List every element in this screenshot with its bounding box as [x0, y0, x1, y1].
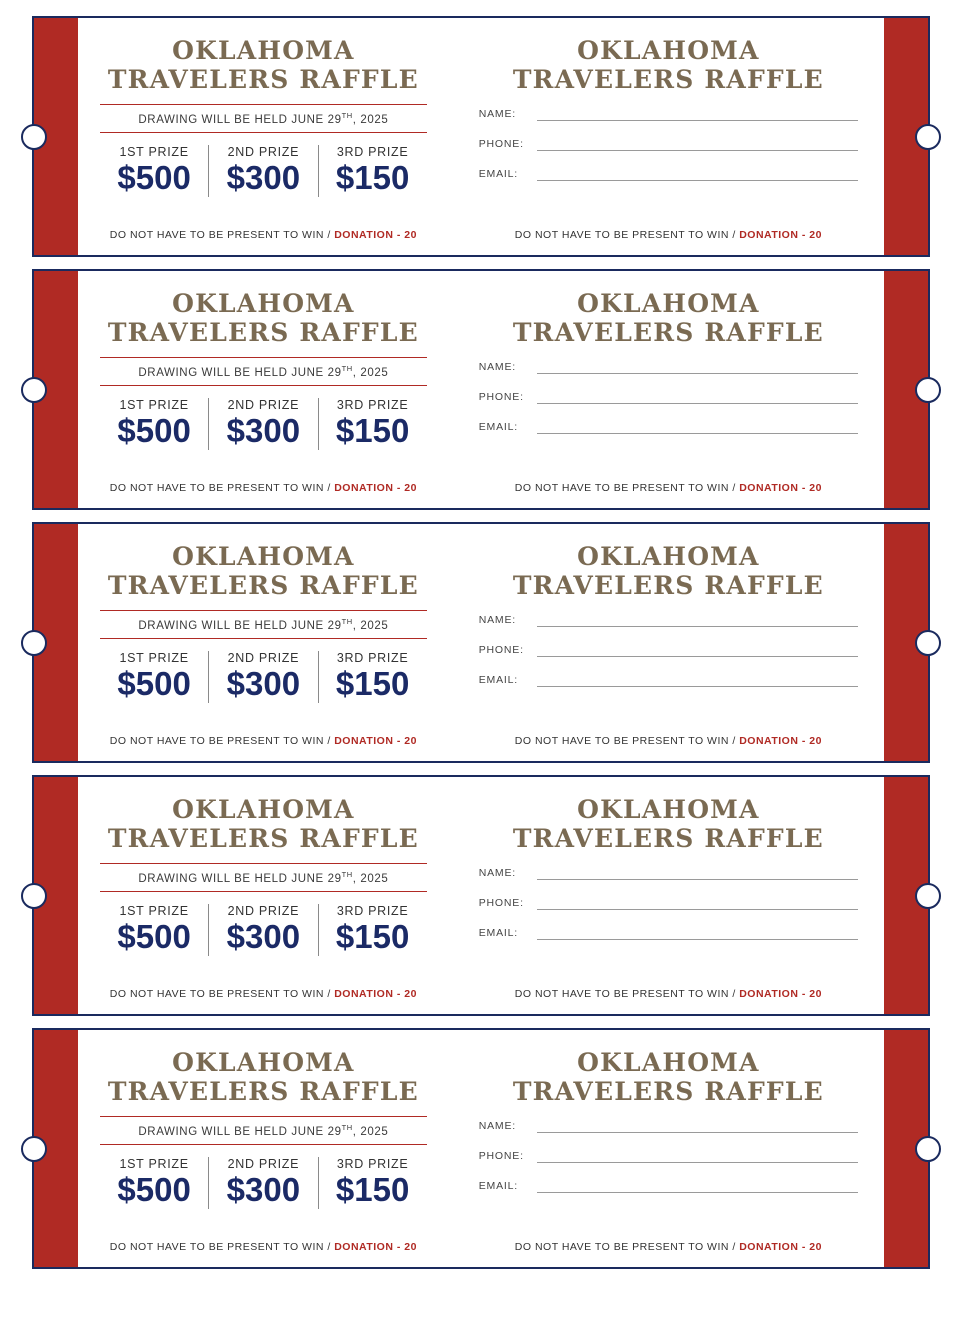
drawing-date-prefix: DRAWING WILL BE HELD JUNE 29	[138, 366, 342, 379]
field-email-input[interactable]	[537, 168, 858, 181]
stub-title	[100, 795, 427, 853]
prize-third-label: 3RD PRIZE	[336, 144, 409, 159]
prize-third	[318, 398, 427, 450]
prize-second	[208, 1157, 317, 1209]
field-phone-input[interactable]	[537, 644, 858, 657]
drawing-date-year: , 2025	[352, 113, 389, 126]
prize-list	[100, 651, 427, 703]
drawing-date	[100, 105, 427, 132]
field-email-label: EMAIL:	[478, 1180, 518, 1192]
ticket-stub	[78, 524, 449, 761]
field-name-label: NAME:	[478, 108, 517, 120]
stub-title-line1: OKLAHOMA	[172, 36, 355, 65]
prize-first-label: 1ST PRIZE	[119, 397, 189, 412]
main-title	[479, 289, 858, 347]
drawing-date	[100, 1117, 427, 1144]
stub-donation-amount: DONATION - 20	[334, 735, 417, 747]
field-phone-input[interactable]	[537, 138, 858, 151]
field-email[interactable]	[479, 421, 858, 434]
raffle-ticket	[32, 1028, 930, 1269]
prize-first	[100, 904, 208, 956]
prize-first-amount: $500	[117, 158, 191, 196]
prize-first	[100, 1157, 208, 1209]
ticket-main	[449, 524, 884, 761]
ticket-stub	[78, 271, 449, 508]
main-title	[479, 36, 858, 94]
main-title-line1: OKLAHOMA	[577, 795, 760, 824]
drawing-date-ordinal: TH	[341, 870, 353, 879]
main-title	[479, 1048, 858, 1106]
drawing-date-prefix: DRAWING WILL BE HELD JUNE 29	[138, 872, 342, 885]
field-name-input[interactable]	[537, 361, 858, 374]
prize-first-amount: $500	[117, 917, 191, 955]
drawing-date-year: , 2025	[352, 1125, 389, 1138]
ticket-main	[449, 1030, 884, 1267]
drawing-date-ordinal: TH	[341, 617, 353, 626]
perforation-notch-right	[915, 630, 941, 656]
stub-footnote-text: DO NOT HAVE TO BE PRESENT TO WIN /	[109, 482, 335, 494]
main-title-line2: TRAVELERS RAFFLE	[512, 571, 824, 600]
prize-third-label: 3RD PRIZE	[336, 397, 409, 412]
stub-footnote	[100, 1231, 427, 1253]
entrant-form	[479, 1120, 858, 1193]
ticket-main	[449, 271, 884, 508]
drawing-date-prefix: DRAWING WILL BE HELD JUNE 29	[138, 619, 342, 632]
field-name[interactable]	[479, 361, 858, 374]
entrant-form	[479, 614, 858, 687]
prize-second-amount: $300	[226, 411, 301, 449]
drawing-date	[100, 864, 427, 891]
field-phone-input[interactable]	[537, 1150, 858, 1163]
ticket-body	[78, 524, 884, 761]
stub-footnote	[100, 725, 427, 747]
stub-footnote-text: DO NOT HAVE TO BE PRESENT TO WIN /	[109, 735, 335, 747]
field-phone[interactable]	[479, 138, 858, 151]
field-phone[interactable]	[479, 644, 858, 657]
prize-first	[100, 398, 208, 450]
stub-title-line1: OKLAHOMA	[172, 542, 355, 571]
field-email-label: EMAIL:	[478, 168, 518, 180]
prize-second	[208, 904, 317, 956]
field-email-label: EMAIL:	[478, 674, 518, 686]
stub-title-line2: TRAVELERS RAFFLE	[107, 824, 419, 853]
prize-list	[100, 398, 427, 450]
field-phone[interactable]	[479, 391, 858, 404]
stub-footnote-text: DO NOT HAVE TO BE PRESENT TO WIN /	[109, 988, 335, 1000]
field-phone-label: PHONE:	[478, 897, 524, 909]
main-title-line1: OKLAHOMA	[577, 542, 760, 571]
perforation-notch-left	[21, 883, 47, 909]
stub-divider-bottom	[100, 132, 427, 133]
field-name-label: NAME:	[478, 867, 517, 879]
prize-list	[100, 904, 427, 956]
ticket-body	[78, 1030, 884, 1267]
entrant-form	[479, 108, 858, 181]
prize-third-amount: $150	[335, 411, 410, 449]
field-name-label: NAME:	[478, 614, 517, 626]
main-title-line1: OKLAHOMA	[577, 289, 760, 318]
drawing-date	[100, 611, 427, 638]
field-phone-label: PHONE:	[478, 1150, 524, 1162]
main-footnote-text: DO NOT HAVE TO BE PRESENT TO WIN /	[514, 735, 740, 747]
drawing-date-ordinal: TH	[341, 1123, 353, 1132]
field-phone-label: PHONE:	[478, 138, 524, 150]
ticket-main	[449, 18, 884, 255]
stub-title	[100, 1048, 427, 1106]
stub-title-line2: TRAVELERS RAFFLE	[107, 1077, 419, 1106]
prize-second-amount: $300	[226, 917, 301, 955]
prize-first-label: 1ST PRIZE	[119, 144, 189, 159]
stub-divider-bottom	[100, 891, 427, 892]
main-footnote	[479, 1233, 858, 1253]
main-title-line1: OKLAHOMA	[577, 1048, 760, 1077]
prize-first-label: 1ST PRIZE	[119, 1156, 189, 1171]
field-email[interactable]	[479, 927, 858, 940]
stub-footnote-text: DO NOT HAVE TO BE PRESENT TO WIN /	[109, 229, 335, 241]
main-donation-amount: DONATION - 20	[739, 1241, 822, 1253]
field-phone-input[interactable]	[537, 897, 858, 910]
prize-third-label: 3RD PRIZE	[336, 650, 409, 665]
prize-second-amount: $300	[226, 1170, 301, 1208]
main-footnote	[479, 474, 858, 494]
main-title-line1: OKLAHOMA	[577, 36, 760, 65]
stub-footnote	[100, 472, 427, 494]
field-phone[interactable]	[479, 1150, 858, 1163]
field-name-input[interactable]	[537, 1120, 858, 1133]
field-phone-label: PHONE:	[478, 644, 524, 656]
prize-first	[100, 651, 208, 703]
stub-title-line1: OKLAHOMA	[172, 289, 355, 318]
prize-third-amount: $150	[335, 1170, 410, 1208]
drawing-date-year: , 2025	[352, 366, 389, 379]
ticket-body	[78, 777, 884, 1014]
prize-first-label: 1ST PRIZE	[119, 650, 189, 665]
main-donation-amount: DONATION - 20	[739, 229, 822, 241]
prize-third-amount: $150	[335, 158, 410, 196]
raffle-ticket	[32, 775, 930, 1016]
main-footnote-text: DO NOT HAVE TO BE PRESENT TO WIN /	[514, 1241, 740, 1253]
prize-first-label: 1ST PRIZE	[119, 903, 189, 918]
main-donation-amount: DONATION - 20	[739, 735, 822, 747]
field-email-label: EMAIL:	[478, 421, 518, 433]
stub-donation-amount: DONATION - 20	[334, 1241, 417, 1253]
field-email-input[interactable]	[537, 927, 858, 940]
stub-divider-bottom	[100, 638, 427, 639]
drawing-date-ordinal: TH	[341, 111, 353, 120]
prize-third-amount: $150	[335, 664, 410, 702]
stub-donation-amount: DONATION - 20	[334, 988, 417, 1000]
prize-first	[100, 145, 208, 197]
field-name-label: NAME:	[478, 1120, 517, 1132]
stub-title	[100, 542, 427, 600]
prize-second	[208, 398, 317, 450]
ticket-stub	[78, 18, 449, 255]
prize-second-label: 2ND PRIZE	[227, 650, 300, 665]
main-title-line2: TRAVELERS RAFFLE	[512, 65, 824, 94]
prize-first-amount: $500	[117, 1170, 191, 1208]
perforation-notch-left	[21, 377, 47, 403]
ticket-stub	[78, 777, 449, 1014]
perforation-notch-left	[21, 1136, 47, 1162]
field-phone-input[interactable]	[537, 391, 858, 404]
prize-third	[318, 1157, 427, 1209]
field-email-input[interactable]	[537, 674, 858, 687]
main-title-line2: TRAVELERS RAFFLE	[512, 1077, 824, 1106]
perforation-notch-left	[21, 124, 47, 150]
raffle-ticket	[32, 269, 930, 510]
field-name-input[interactable]	[537, 867, 858, 880]
main-donation-amount: DONATION - 20	[739, 482, 822, 494]
prize-list	[100, 145, 427, 197]
stub-donation-amount: DONATION - 20	[334, 482, 417, 494]
field-phone[interactable]	[479, 897, 858, 910]
field-name[interactable]	[479, 867, 858, 880]
ticket-body	[78, 18, 884, 255]
prize-third	[318, 651, 427, 703]
field-email[interactable]	[479, 1180, 858, 1193]
field-email-input[interactable]	[537, 1180, 858, 1193]
drawing-date-prefix: DRAWING WILL BE HELD JUNE 29	[138, 113, 342, 126]
stub-title-line1: OKLAHOMA	[172, 1048, 355, 1077]
field-name[interactable]	[479, 1120, 858, 1133]
prize-third-label: 3RD PRIZE	[336, 1156, 409, 1171]
field-name-label: NAME:	[478, 361, 517, 373]
drawing-date-prefix: DRAWING WILL BE HELD JUNE 29	[138, 1125, 342, 1138]
stub-title	[100, 36, 427, 94]
ticket-stub	[78, 1030, 449, 1267]
prize-second	[208, 651, 317, 703]
stub-footnote	[100, 219, 427, 241]
stub-divider-bottom	[100, 385, 427, 386]
stub-footnote-text: DO NOT HAVE TO BE PRESENT TO WIN /	[109, 1241, 335, 1253]
field-name-input[interactable]	[537, 108, 858, 121]
drawing-date-year: , 2025	[352, 619, 389, 632]
entrant-form	[479, 361, 858, 434]
perforation-notch-right	[915, 377, 941, 403]
field-email[interactable]	[479, 168, 858, 181]
field-name[interactable]	[479, 108, 858, 121]
perforation-notch-right	[915, 883, 941, 909]
main-footnote	[479, 727, 858, 747]
raffle-ticket	[32, 522, 930, 763]
prize-first-amount: $500	[117, 411, 191, 449]
field-email-label: EMAIL:	[478, 927, 518, 939]
perforation-notch-right	[915, 124, 941, 150]
main-title	[479, 542, 858, 600]
prize-second-label: 2ND PRIZE	[227, 903, 300, 918]
stub-title-line2: TRAVELERS RAFFLE	[107, 65, 419, 94]
stub-title	[100, 289, 427, 347]
main-title-line2: TRAVELERS RAFFLE	[512, 824, 824, 853]
main-footnote	[479, 221, 858, 241]
prize-third-label: 3RD PRIZE	[336, 903, 409, 918]
prize-third	[318, 904, 427, 956]
stub-title-line1: OKLAHOMA	[172, 795, 355, 824]
main-donation-amount: DONATION - 20	[739, 988, 822, 1000]
prize-third	[318, 145, 427, 197]
main-title	[479, 795, 858, 853]
ticket-main	[449, 777, 884, 1014]
prize-second	[208, 145, 317, 197]
field-name[interactable]	[479, 614, 858, 627]
main-title-line2: TRAVELERS RAFFLE	[512, 318, 824, 347]
stub-title-line2: TRAVELERS RAFFLE	[107, 318, 419, 347]
ticket-body	[78, 271, 884, 508]
field-name-input[interactable]	[537, 614, 858, 627]
drawing-date-year: , 2025	[352, 872, 389, 885]
prize-second-label: 2ND PRIZE	[227, 397, 300, 412]
prize-second-label: 2ND PRIZE	[227, 144, 300, 159]
stub-footnote	[100, 978, 427, 1000]
main-footnote	[479, 980, 858, 1000]
main-footnote-text: DO NOT HAVE TO BE PRESENT TO WIN /	[514, 988, 740, 1000]
entrant-form	[479, 867, 858, 940]
main-footnote-text: DO NOT HAVE TO BE PRESENT TO WIN /	[514, 482, 740, 494]
drawing-date-ordinal: TH	[341, 364, 353, 373]
field-email[interactable]	[479, 674, 858, 687]
stub-title-line2: TRAVELERS RAFFLE	[107, 571, 419, 600]
prize-first-amount: $500	[117, 664, 191, 702]
perforation-notch-right	[915, 1136, 941, 1162]
prize-third-amount: $150	[335, 917, 410, 955]
prize-second-amount: $300	[226, 664, 301, 702]
main-footnote-text: DO NOT HAVE TO BE PRESENT TO WIN /	[514, 229, 740, 241]
drawing-date	[100, 358, 427, 385]
stub-divider-bottom	[100, 1144, 427, 1145]
prize-list	[100, 1157, 427, 1209]
perforation-notch-left	[21, 630, 47, 656]
field-phone-label: PHONE:	[478, 391, 524, 403]
field-email-input[interactable]	[537, 421, 858, 434]
prize-second-amount: $300	[226, 158, 301, 196]
stub-donation-amount: DONATION - 20	[334, 229, 417, 241]
prize-second-label: 2ND PRIZE	[227, 1156, 300, 1171]
raffle-ticket	[32, 16, 930, 257]
